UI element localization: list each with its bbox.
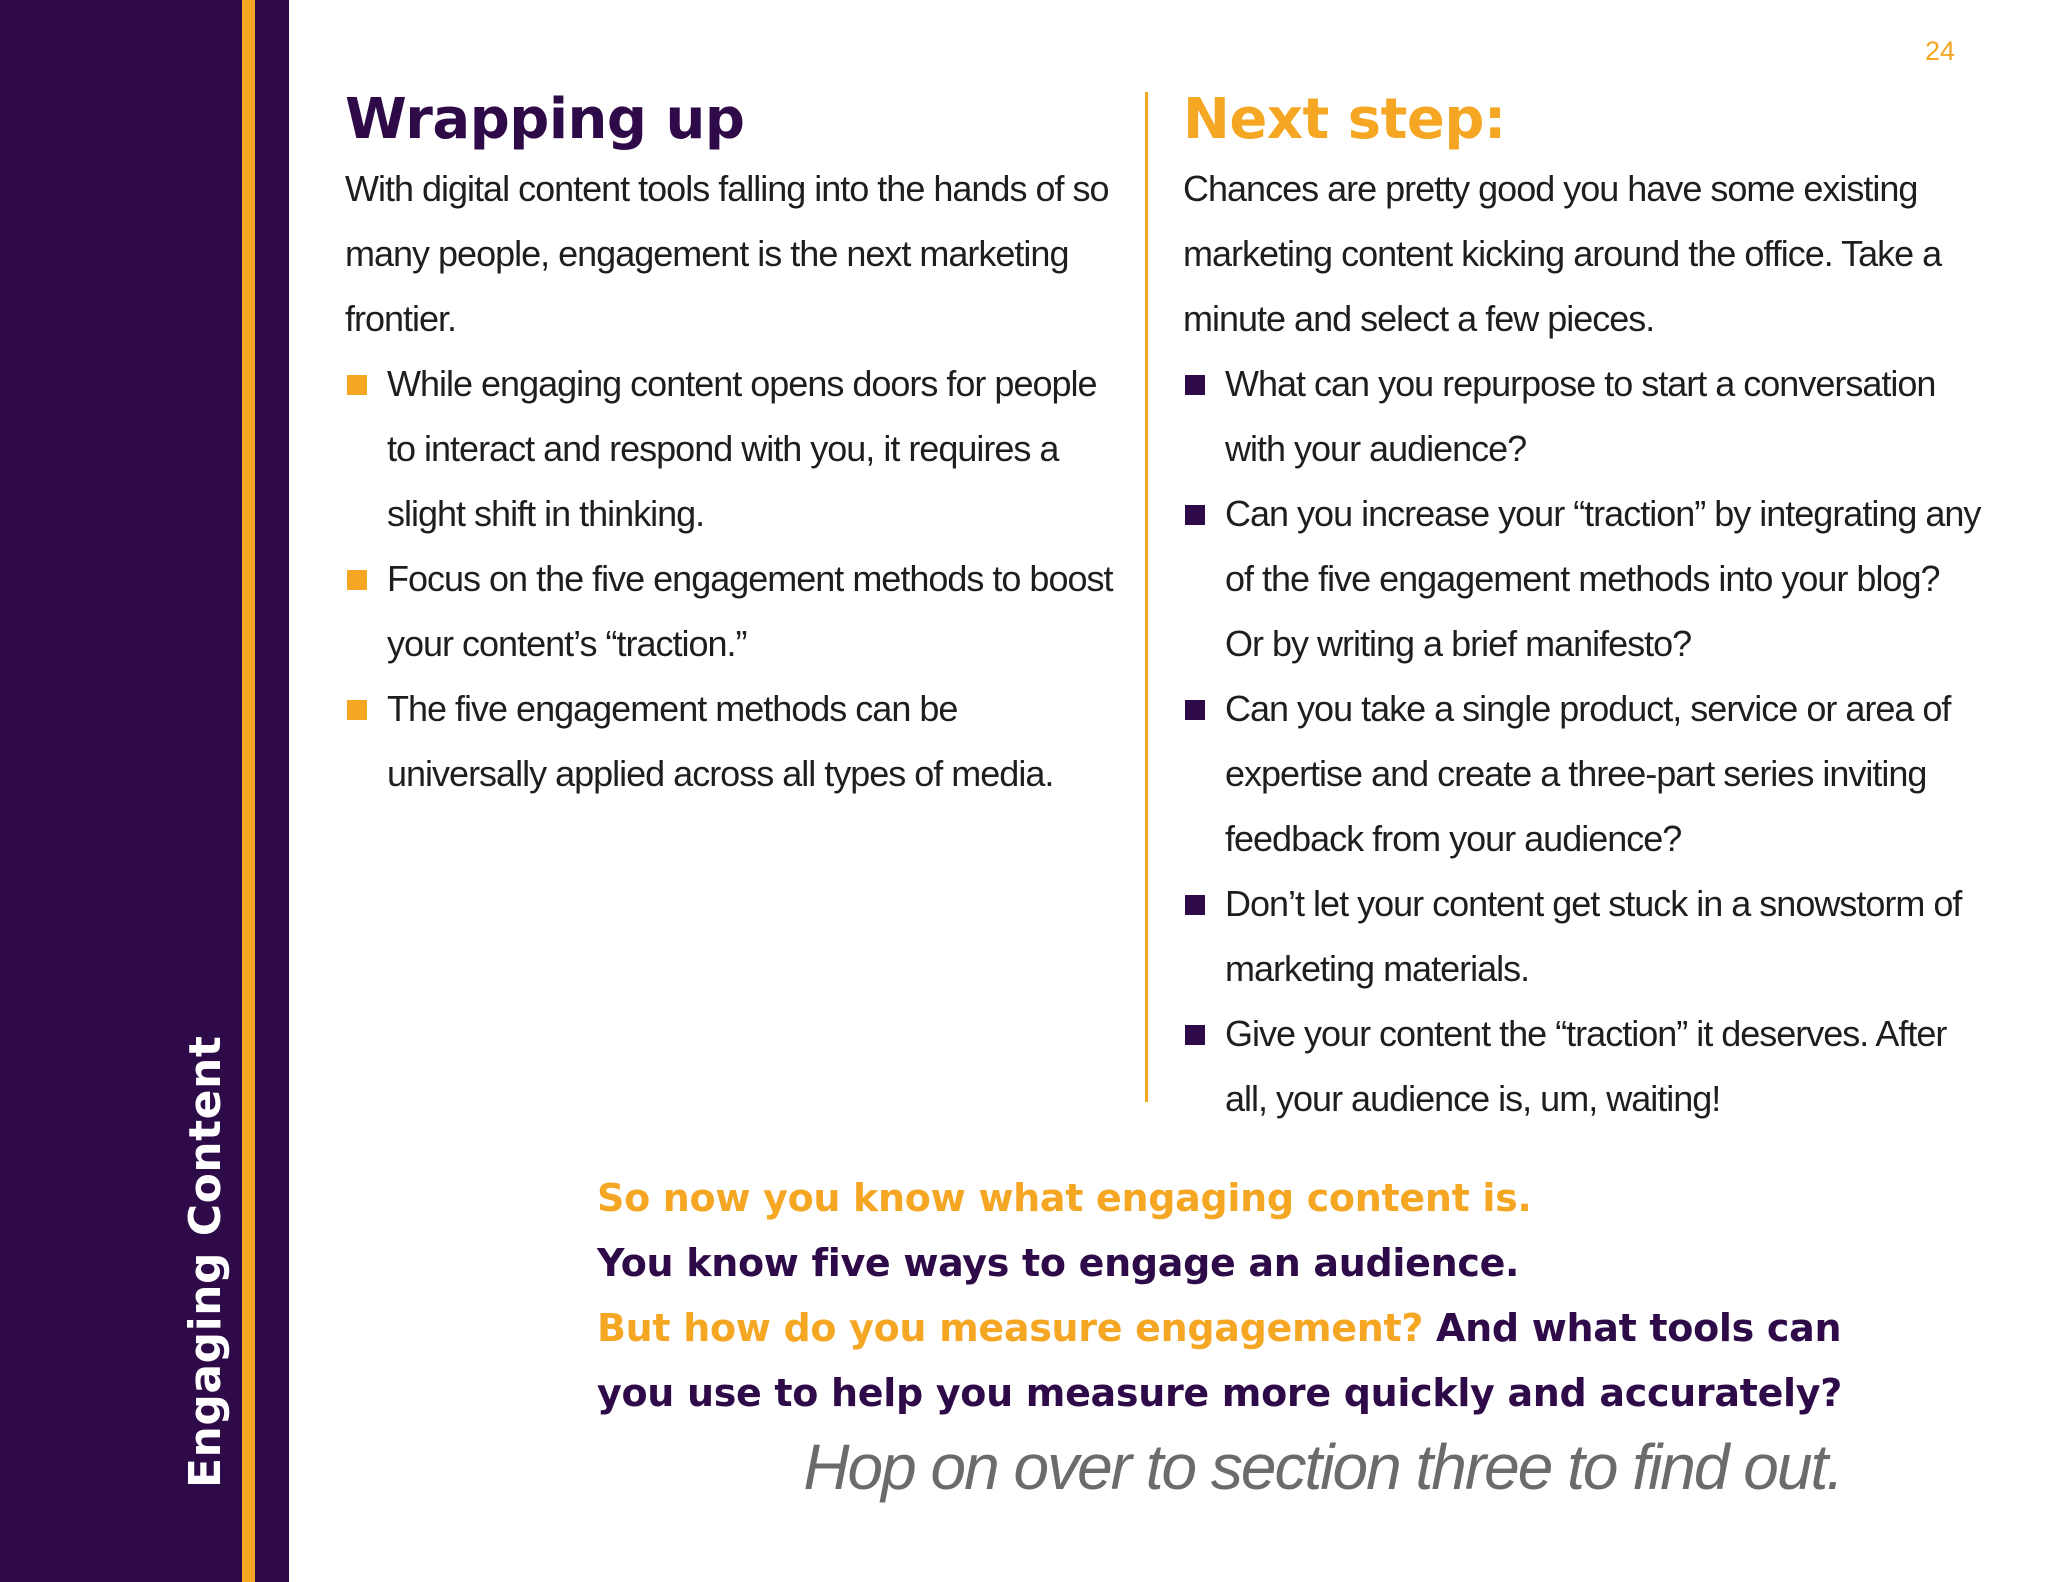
callout-line-1: So now you know what engaging content is. (597, 1176, 1532, 1220)
square-bullet-icon (1185, 895, 1205, 915)
square-bullet-icon (1185, 375, 1205, 395)
list-item-text: Give your content the “traction” it deserves. After all, your audience is, um, waiting! (1225, 1013, 1947, 1119)
next-step-section (1183, 84, 1983, 1131)
next-step-intro: Chances are pretty good you have some existing marketing content kicking around the office. Take a minute and select a few pieces. (1183, 168, 1942, 339)
section-title: Engaging Content (180, 1035, 231, 1488)
square-bullet-icon (347, 375, 367, 395)
wrapping-up-intro: With digital content tools falling into the hands of so many people, engagement is the next marketing frontier. (345, 168, 1109, 339)
list-item-text: Focus on the five engagement methods to boost your content’s “traction.” (387, 558, 1113, 664)
list-item (1183, 351, 1983, 481)
callout-line-3 (597, 1296, 1877, 1426)
wrapping-up-heading: Wrapping up (345, 87, 745, 152)
closing-line: Hop on over to section three to find out. (803, 1431, 1842, 1503)
sidebar-band-inner (255, 0, 289, 1582)
list-item (1183, 676, 1983, 871)
list-item-text: Can you take a single product, service or area of expertise and create a three-part series inviting feedback from your audience? (1225, 688, 1951, 859)
square-bullet-icon (1185, 1025, 1205, 1045)
next-step-list (1183, 351, 1983, 1131)
column-divider (1145, 92, 1148, 1102)
wrapping-up-list (345, 351, 1115, 806)
list-item (345, 546, 1115, 676)
list-item-text: What can you repurpose to start a conversation with your audience? (1225, 363, 1936, 469)
list-item-text: The five engagement methods can be universally applied across all types of media. (387, 688, 1054, 794)
square-bullet-icon (1185, 700, 1205, 720)
callout-tools-question: And what tools can you use to help you measure more quickly and accurately? (597, 1306, 1842, 1415)
square-bullet-icon (1185, 505, 1205, 525)
list-item-text: Can you increase your “traction” by integrating any of the five engagement methods into your blog? Or by writing a brief manifesto? (1225, 493, 1981, 664)
list-item (1183, 871, 1983, 1001)
square-bullet-icon (347, 700, 367, 720)
square-bullet-icon (347, 570, 367, 590)
next-step-heading: Next step: (1183, 87, 1506, 152)
list-item (1183, 481, 1983, 676)
list-item (345, 676, 1115, 806)
list-item-text: Don’t let your content get stuck in a snowstorm of marketing materials. (1225, 883, 1962, 989)
callout-line-2: You know five ways to engage an audience. (597, 1241, 1520, 1285)
page-number: 24 (1924, 36, 1955, 66)
list-item-text: While engaging content opens doors for people to interact and respond with you, it requires a slight shift in thinking. (387, 363, 1097, 534)
callout-question: But how do you measure engagement? (597, 1306, 1424, 1350)
list-item (345, 351, 1115, 546)
wrapping-up-section (345, 84, 1115, 806)
callout-block (597, 1166, 1877, 1426)
sidebar-stripe (242, 0, 255, 1582)
list-item (1183, 1001, 1983, 1131)
